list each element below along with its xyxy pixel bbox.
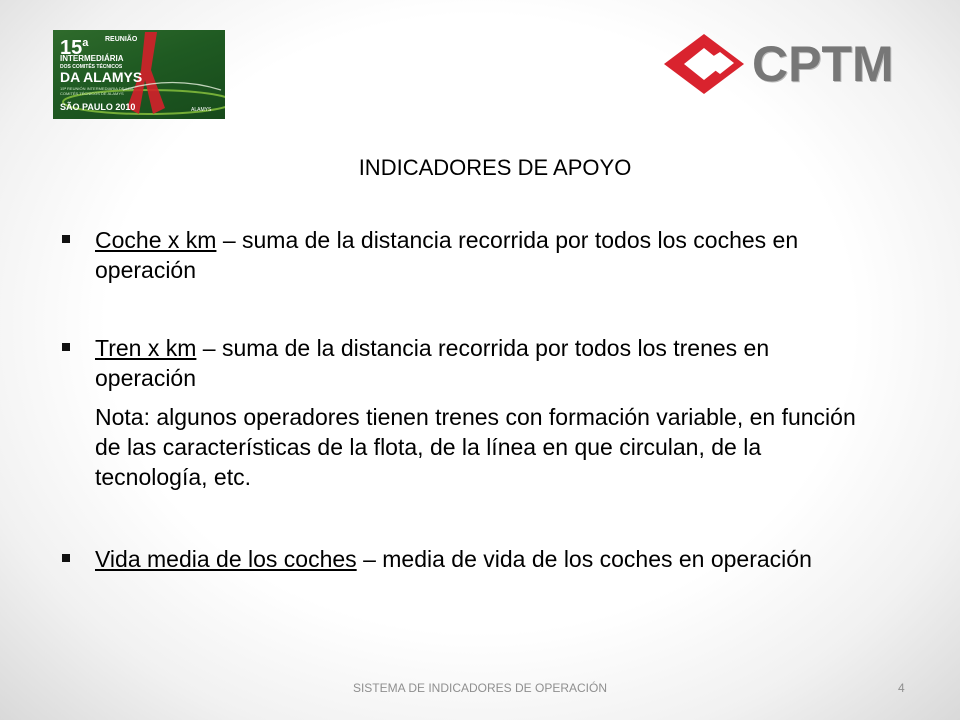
bullet-text: – suma de la distancia recorrida por todos los trenes en operación (95, 335, 770, 391)
event-logo-org: ALAMYS (191, 107, 212, 113)
cptm-diamond-icon (662, 32, 746, 96)
bullet-square-icon (62, 554, 70, 562)
event-logo-line3: DOS COMITÊS TÉCNICOS (60, 64, 123, 70)
slide-content (60, 225, 870, 574)
event-logo-line5: 15ª REUNIÓN INTERMEDIARIA DE LOS COMITÉS TÉCNICOS DE ALAMYS (60, 86, 134, 96)
bullet-vida-media (60, 544, 870, 574)
cptm-logo-text: CPTM (752, 36, 894, 92)
bullet-term: Coche x km (95, 227, 217, 253)
event-logo-city: SÃO PAULO 2010 (60, 102, 136, 112)
page-number: 4 (898, 681, 905, 695)
bullet-term: Vida media de los coches (95, 546, 357, 572)
event-logo (53, 30, 225, 119)
event-logo-number: 15$^a$ (60, 37, 89, 59)
bullet-square-icon (62, 235, 70, 243)
bullet-square-icon (62, 343, 70, 351)
bullet-term: Tren x km (95, 335, 197, 361)
bullet-text: – suma de la distancia recorrida por todos los coches en operación (95, 227, 799, 283)
event-logo-line4: DA ALAMYS (60, 69, 143, 85)
footer-label: SISTEMA DE INDICADORES DE OPERACIÓN (352, 681, 608, 695)
bullet-text: – media de vida de los coches en operación (356, 546, 812, 572)
bullet-tren-x-km (60, 333, 870, 393)
bullet-note: Nota: algunos operadores tienen trenes con formación variable, en función de las características de la flota, de la línea en que circulan, de la tecnología, etc. (95, 404, 856, 490)
slide-title: INDICADORES DE APOYO (358, 155, 632, 180)
bullet-coche-x-km (60, 225, 870, 285)
cptm-logo (662, 32, 902, 96)
event-logo-line1: REUNIÃO (105, 36, 138, 43)
event-logo-line2: INTERMEDIÁRIA (60, 54, 124, 63)
